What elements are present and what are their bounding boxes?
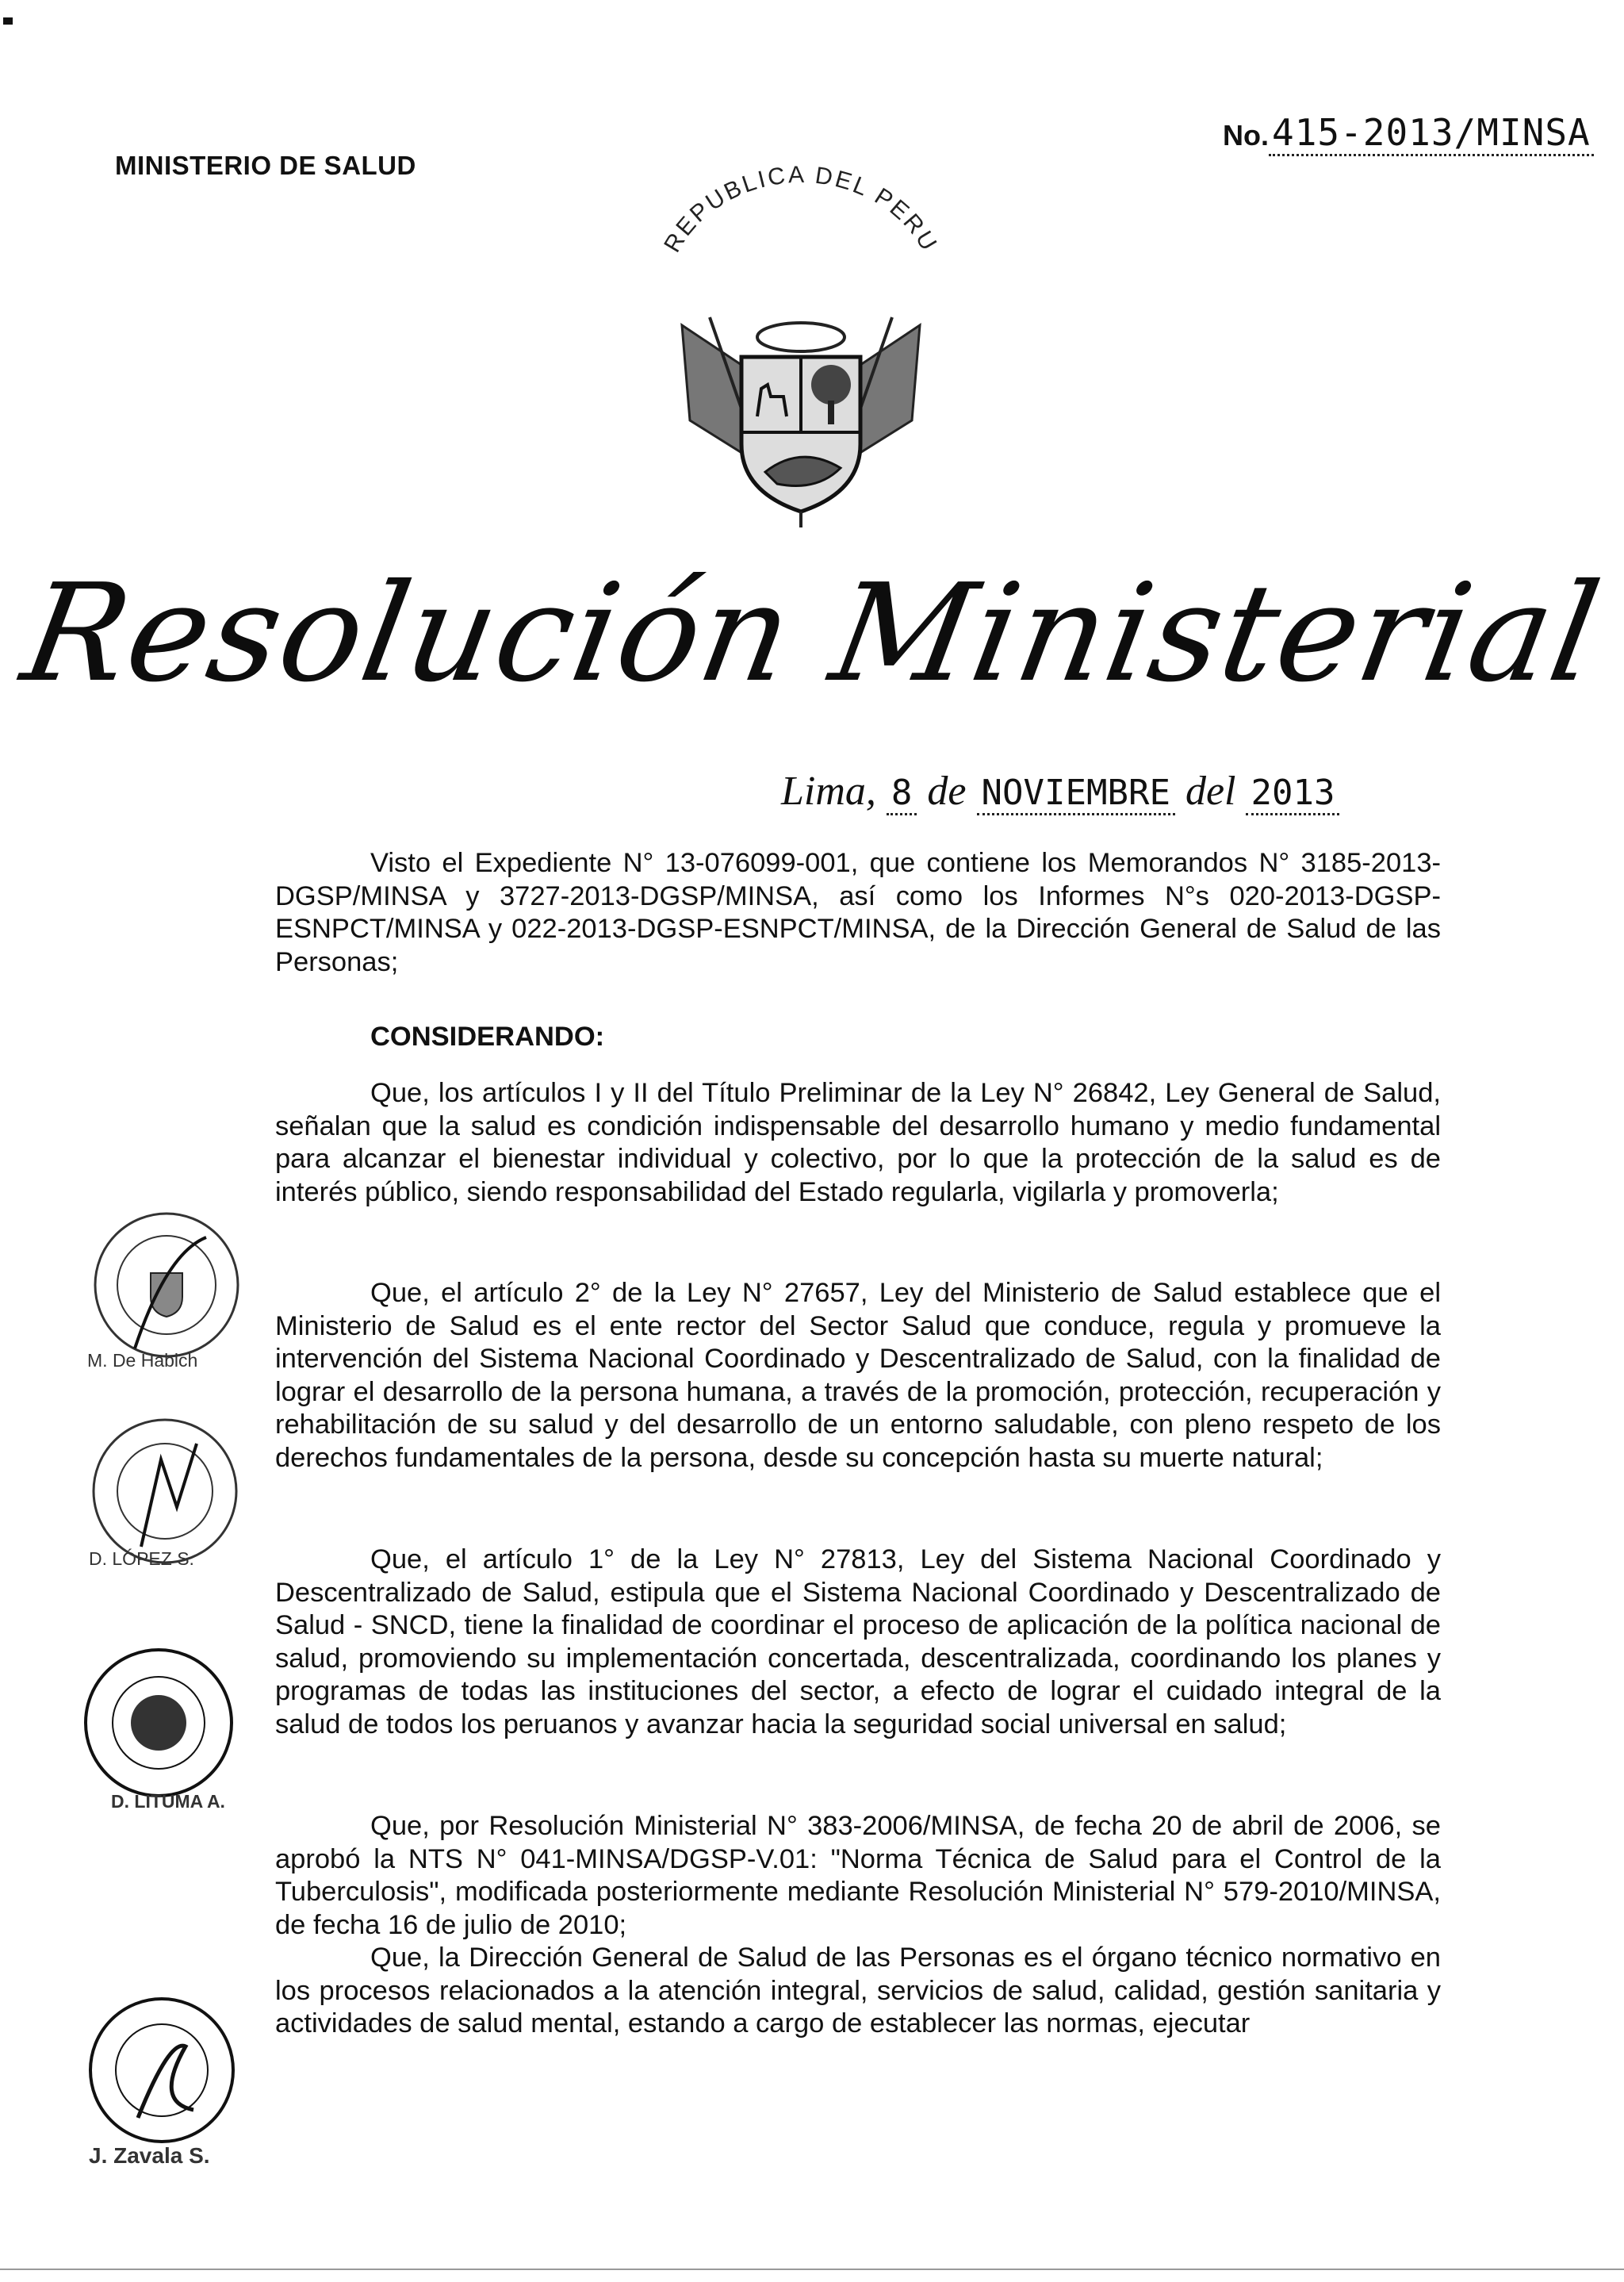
paragraph-3 — [275, 1544, 1441, 1741]
paragraph-4 — [275, 1810, 1441, 1942]
resolution-number-prefix: No. — [1223, 119, 1269, 151]
resolution-number-value: 415-2013/MINSA — [1269, 111, 1594, 156]
peru-coat-of-arms-icon — [634, 159, 967, 531]
date-line — [781, 768, 1495, 815]
page-bottom-edge — [0, 2269, 1624, 2270]
seal-stamp-icon — [82, 1991, 241, 2150]
signature-stroke — [141, 1444, 197, 1547]
emblem-arc-text — [659, 162, 943, 257]
date-de: de — [927, 769, 967, 814]
document-title: Resolución Ministerial — [12, 555, 1612, 712]
paragraph-4-text: Que, por Resolución Ministerial N° 383-2006/MINSA, de fecha 20 de abril de 2006, se aprobó la NTS N° 041-MINSA/DGSP-V.01: "Norma Técnica de Salud para el Control de la Tuberculosis", modificada posteriormente mediante Resolución Ministerial N° 579-2010/MINSA, de fecha 16 de julio de 2010; — [275, 1811, 1441, 1940]
tree-trunk-icon — [828, 401, 834, 424]
visto-text: Visto el Expediente N° 13-076099-001, que contiene los Memorandos N° 3185-2013-DGSP/MINSA y 3727-2013-DGSP/MINSA, así como los Informes N°s 020-2013-DGSP-ESNPCT/MINSA y 022-2013-DGSP-ESNPCT/MINSA, de la Dirección General de Salud de las Personas; — [275, 848, 1441, 977]
seal-label-1: M. De Habich — [87, 1350, 198, 1371]
paragraph-1-text: Que, los artículos I y II del Título Preliminar de la Ley N° 26842, Ley General de Salud, señalan que la salud es condición indispensable del desarrollo humano y medio fundamental para alcanzar el bienestar individual y colectivo, por lo que la protección de la salud es de interés público, siendo responsabilidad del Estado regularla, vigilarla y promoverla; — [275, 1078, 1441, 1207]
emblem-arc-textpath: REPUBLICA DEL PERU — [659, 161, 943, 257]
date-del: del — [1185, 769, 1236, 814]
seal-label-4: J. Zavala S. — [89, 2143, 210, 2168]
signature-stroke — [138, 2046, 193, 2118]
date-day: 8 — [887, 773, 917, 815]
ministry-name: MINISTERIO DE SALUD — [115, 151, 416, 180]
tree-crown-icon — [811, 365, 851, 405]
seal-outer-ring — [94, 1420, 236, 1563]
seal-stamp-icon — [79, 1643, 238, 1802]
date-month: NOVIEMBRE — [977, 773, 1175, 815]
paragraph-1 — [275, 1077, 1441, 1209]
seal-stamp-icon — [87, 1206, 246, 1364]
paragraph-3-text: Que, el artículo 1° de la Ley N° 27813, Ley del Sistema Nacional Coordinado y Descentralizado de Salud, estipula que el Sistema Nacional Coordinado y Descentralizado de Salud - SNCD, tiene la finalidad de coordinar el proceso de aplicación de la política nacional de salud, promoviendo su implementación concertada, descentralizada, coordinando los planes y programas de todas las instituciones del sector, a efecto de lograr el cuidado integral de la salud de todos los peruanos y avanzar hacia la seguridad social universal en salud; — [275, 1544, 1441, 1739]
seal-center-emblem — [131, 1695, 186, 1751]
paragraph-2-text: Que, el artículo 2° de la Ley N° 27657, Ley del Ministerio de Salud establece que el Ministerio de Salud es el ente rector del Sector Salud que conduce, regula y promueve la intervención del Sistema Nacional Coordinado y Descentralizado de Salud, con la finalidad de lograr el desarrollo de la persona humana, a través de la promoción, protección, recuperación y rehabilitación de su salud y del desarrollo de un entorno saludable, con pleno respeto de los derechos fundamentales de la persona, desde su concepción hasta su muerte natural; — [275, 1278, 1441, 1473]
scan-mark — [3, 17, 13, 25]
crown-wreath — [757, 323, 845, 351]
date-place: Lima, — [781, 769, 876, 814]
seal-stamp-icon — [86, 1412, 244, 1571]
paragraph-2 — [275, 1277, 1441, 1475]
paragraph-5 — [275, 1942, 1441, 2041]
seal-label-3: D. LITUMA A. — [111, 1791, 225, 1812]
date-year: 2013 — [1246, 773, 1339, 815]
resolution-number — [1223, 111, 1594, 154]
seal-inner-ring — [117, 1444, 213, 1539]
considerando-heading: CONSIDERANDO: — [370, 1022, 605, 1052]
seal-label-2: D. LÓPEZ S. — [89, 1548, 194, 1569]
paragraph-5-text: Que, la Dirección General de Salud de las Personas es el órgano técnico normativo en los procesos relacionados a la atención integral, servicios de salud, calidad, gestión sanitaria y actividades de salud mental, estando a cargo de establecer las normas, ejecutar — [275, 1943, 1441, 2038]
visto-paragraph — [275, 847, 1441, 979]
